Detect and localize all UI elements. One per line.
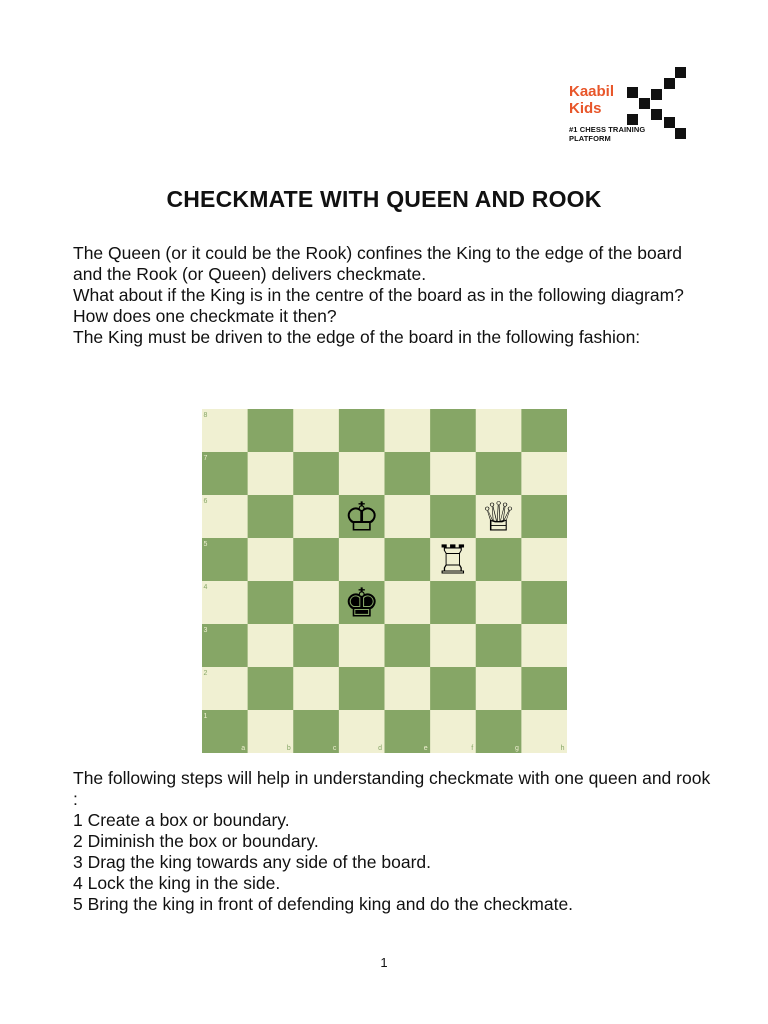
steps-list [73, 768, 713, 915]
board-square-a8 [202, 409, 248, 453]
board-square-b5 [248, 538, 294, 582]
board-square-h2 [521, 667, 567, 711]
board-square-e8 [385, 409, 431, 453]
logo-name [569, 83, 614, 117]
board-square-a7 [202, 452, 248, 496]
step-item: 4 Lock the king in the side. [73, 873, 281, 893]
board-square-h8 [521, 409, 567, 453]
board-square-f7 [430, 452, 476, 496]
rank-label: 1 [203, 713, 208, 720]
file-label: f [471, 745, 474, 752]
intro-paragraph: The King must be driven to the edge of the board in the following fashion: [73, 327, 641, 347]
board-square-f1 [430, 710, 476, 753]
board-square-a3 [202, 624, 248, 668]
board-square-h3 [521, 624, 567, 668]
white-rook-piece: ♖ [435, 537, 471, 584]
kaabil-kids-logo [569, 67, 689, 147]
board-square-g2 [476, 667, 522, 711]
rank-label: 5 [203, 541, 208, 548]
board-square-b2 [248, 667, 294, 711]
board-square-a6 [202, 495, 248, 539]
file-label: g [514, 745, 519, 752]
board-square-b6 [248, 495, 294, 539]
step-item: 5 Bring the king in front of defending king and do the checkmate. [73, 894, 574, 914]
board-square-d3 [339, 624, 385, 668]
board-square-g3 [476, 624, 522, 668]
board-square-d8 [339, 409, 385, 453]
board-square-b7 [248, 452, 294, 496]
board-square-h7 [521, 452, 567, 496]
rank-label: 6 [203, 498, 208, 505]
file-label: e [423, 745, 428, 752]
board-square-g5 [476, 538, 522, 582]
board-square-d7 [339, 452, 385, 496]
rank-label: 2 [203, 670, 208, 677]
board-square-g7 [476, 452, 522, 496]
rank-label: 3 [203, 627, 208, 634]
board-square-f3 [430, 624, 476, 668]
file-label: b [286, 745, 291, 752]
rank-label: 7 [203, 455, 208, 462]
board-square-c2 [293, 667, 339, 711]
board-square-c4 [293, 581, 339, 625]
checker-x-icon [627, 67, 687, 139]
page-title: CHECKMATE WITH QUEEN AND ROOK [166, 186, 602, 212]
step-item: 1 Create a box or boundary. [73, 810, 290, 830]
board-square-g4 [476, 581, 522, 625]
board-square-e6 [385, 495, 431, 539]
board-square-e4 [385, 581, 431, 625]
rank-label: 4 [203, 584, 208, 591]
board-square-c3 [293, 624, 339, 668]
board-square-b4 [248, 581, 294, 625]
logo-tagline-line2: PLATFORM [569, 134, 611, 143]
board-square-h4 [521, 581, 567, 625]
board-square-c8 [293, 409, 339, 453]
intro-paragraph: What about if the King is in the centre of the board as in the following diagram? How does one checkmate it then? [73, 285, 684, 326]
file-label: a [241, 745, 246, 752]
logo-name-line1: Kaabil [569, 83, 615, 100]
board-square-b3 [248, 624, 294, 668]
board-square-c5 [293, 538, 339, 582]
board-square-b8 [248, 409, 294, 453]
board-square-e5 [385, 538, 431, 582]
board-square-e3 [385, 624, 431, 668]
file-label: c [332, 745, 337, 752]
board-square-h6 [521, 495, 567, 539]
black-king-piece: ♚ [343, 580, 380, 627]
chess-board-diagram [202, 409, 567, 753]
board-square-a2 [202, 667, 248, 711]
intro-paragraph: The Queen (or it could be the Rook) confines the King to the edge of the board and the Rook (or Queen) delivers checkmate. [73, 243, 683, 284]
logo-name-line2: Kids [569, 100, 602, 117]
board-square-f6 [430, 495, 476, 539]
board-square-e7 [385, 452, 431, 496]
board-square-e2 [385, 667, 431, 711]
board-square-f8 [430, 409, 476, 453]
board-square-f2 [430, 667, 476, 711]
board-square-c6 [293, 495, 339, 539]
board-square-g8 [476, 409, 522, 453]
file-label: d [378, 745, 382, 752]
page-number: 1 [380, 955, 388, 970]
board-square-a4 [202, 581, 248, 625]
board-square-h5 [521, 538, 567, 582]
rank-label: 8 [203, 412, 208, 419]
board-square-d5 [339, 538, 385, 582]
step-item: 3 Drag the king towards any side of the board. [73, 852, 431, 872]
steps-lead: The following steps will help in understanding checkmate with one queen and rook : [73, 768, 711, 809]
board-square-c7 [293, 452, 339, 496]
intro-text [73, 243, 713, 348]
step-item: 2 Diminish the box or boundary. [73, 831, 319, 851]
board-square-d2 [339, 667, 385, 711]
white-queen-piece: ♕ [480, 494, 517, 541]
file-label: h [560, 745, 565, 752]
white-king-piece: ♔ [343, 494, 380, 541]
board-square-f4 [430, 581, 476, 625]
logo-tagline-line1: #1 CHESS TRAINING [569, 125, 646, 134]
board-square-a5 [202, 538, 248, 582]
